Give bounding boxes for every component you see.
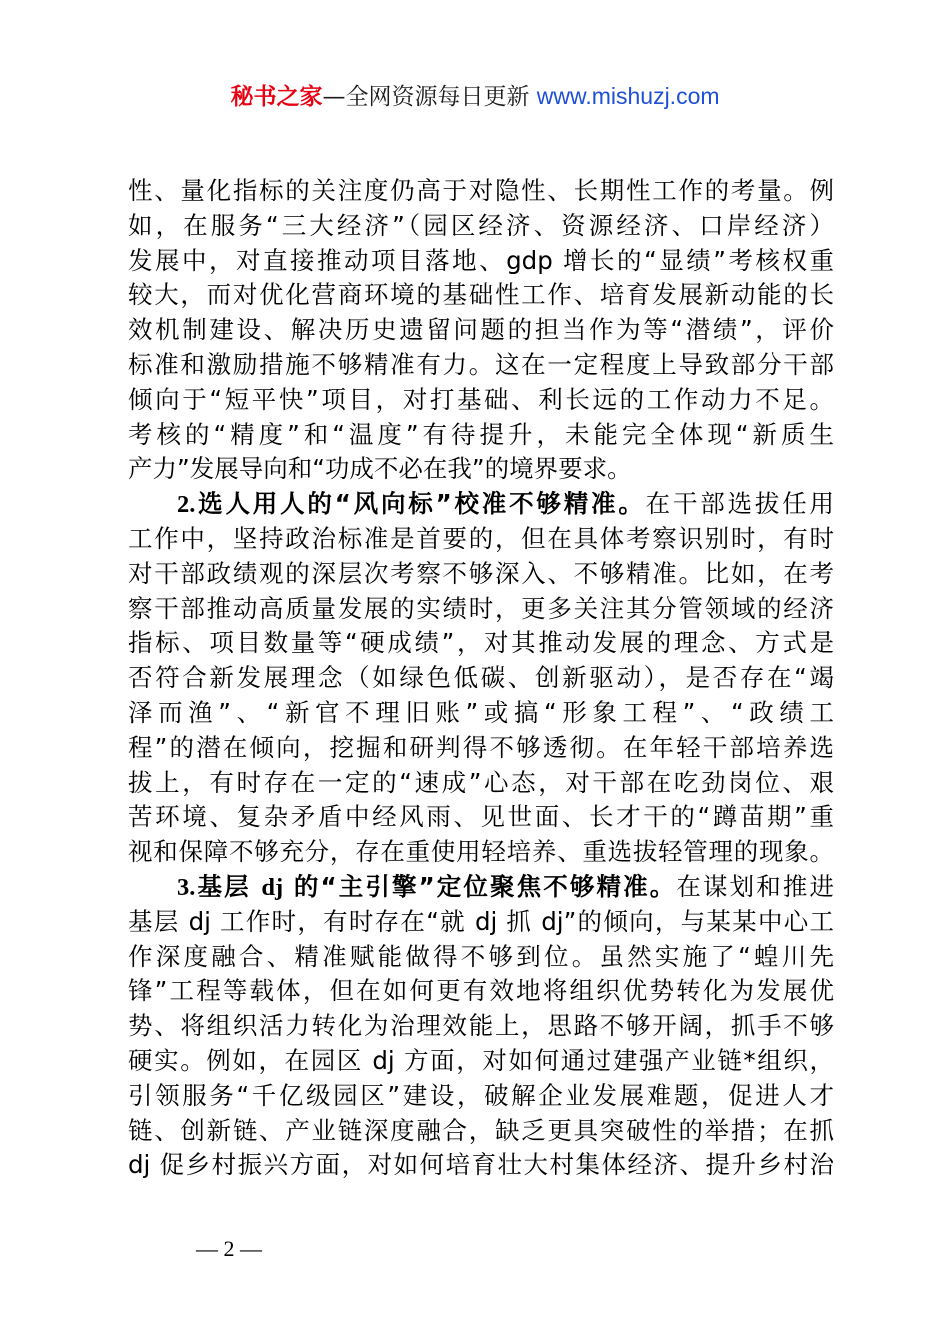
paragraph-1	[128, 174, 834, 487]
text-line: 指标、项目数量等“硬成绩”，对其推动发展的理念、方式是	[128, 628, 834, 658]
page-header	[0, 80, 950, 113]
item-number: 3.	[177, 873, 196, 901]
text-line: 倾向于“短平快”项目，对打基础、利长远的工作动力不足。	[128, 384, 834, 414]
text-line: 如，在服务“三大经济”（园区经济、资源经济、口岸经济）	[128, 210, 834, 240]
text-line: 拔上，有时存在一定的“速成”心态，对干部在吃劲岗位、艰	[128, 767, 834, 797]
document-body	[128, 174, 834, 1183]
text-line: 链、创新链、产业链深度融合，缺乏更具突破性的举措；在抓	[128, 1115, 834, 1145]
text-line: 察干部推动高质量发展的实绩时，更多关注其分管领域的经济	[128, 593, 834, 623]
text-line: 视和保障不够充分，存在重使用轻培养、重选拔轻管理的现象。	[128, 837, 834, 867]
text-line: 产力”发展导向和“功成不必在我”的境界要求。	[128, 454, 632, 484]
text-line: 对干部政绩观的深层次考察不够深入、不够精准。比如，在考	[128, 558, 834, 588]
item-number: 2.	[177, 491, 196, 519]
paragraph-2-first-line	[128, 487, 834, 522]
header-url[interactable]: www.mishuzj.com	[536, 83, 720, 109]
text-line: 引领服务“千亿级园区”建设，破解企业发展难题，促进人才	[128, 1080, 834, 1110]
page-number: — 2 —	[196, 1236, 262, 1261]
text-line: 性、量化指标的关注度仍高于对隐性、长期性工作的考量。例	[128, 176, 834, 205]
text-line: 泽而渔”、“新官不理旧账”或搞“形象工程”、“政绩工	[128, 697, 834, 727]
text-line: 硬实。例如，在园区 dj 方面，对如何通过建强产业链*组织，	[128, 1045, 834, 1075]
text-line: 苦环境、复杂矛盾中经风雨、见世面、长才干的“蹲苗期”重	[128, 802, 834, 832]
paragraph-2	[128, 487, 834, 870]
text-line: 考核的“精度”和“温度”有待提升，未能完全体现“新质生	[128, 419, 834, 449]
text-line: 势、将组织活力转化为治理效能上，思路不够开阔，抓手不够	[128, 1011, 834, 1041]
text-line: 作深度融合、精准赋能做得不够到位。虽然实施了“蝗川先	[128, 941, 834, 971]
paragraph-3-first-line	[128, 870, 834, 905]
text-line: 标准和激励措施不够精准有力。这在一定程度上导致部分干部	[128, 349, 834, 379]
header-slogan: —全网资源每日更新	[322, 84, 537, 110]
text-line: dj 促乡村振兴方面，对如何培育壮大村集体经济、提升乡村治	[128, 1150, 834, 1180]
text-line: 程”的潜在倾向，挖掘和研判得不够透彻。在年轻干部培养选	[128, 732, 834, 762]
section-heading-part: 基层	[195, 871, 262, 901]
text-line: 锋”工程等载体，但在如何更有效地将组织优势转化为发展优	[128, 976, 834, 1006]
text-line: 发展中，对直接推动项目落地、gdp 增长的“显绩”考核权重	[128, 245, 834, 275]
text-span: 在谋划和推进	[676, 871, 834, 901]
header-brand: 秘书之家	[230, 84, 323, 110]
text-line: 否符合新发展理念（如绿色低碳、创新驱动），是否存在“竭	[128, 663, 834, 693]
section-heading: 选人用人的“风向标”校准不够精准。	[195, 489, 646, 519]
text-line: 工作中，坚持政治标准是首要的，但在具体考察识别时，有时	[128, 523, 834, 553]
section-heading-latin: dj	[261, 873, 284, 901]
paragraph-3	[128, 870, 834, 1183]
text-line: 较大，而对优化营商环境的基础性工作、培育发展新动能的长	[128, 280, 834, 310]
text-span: 在干部选拔任用	[645, 489, 834, 519]
text-line: 效机制建设、解决历史遗留问题的担当作为等“潜绩”，评价	[128, 315, 834, 345]
text-line: 基层 dj 工作时，有时存在“就 dj 抓 dj”的倾向，与某某中心工	[128, 906, 834, 936]
section-heading-part: 的“主引擎”定位聚焦不够精准。	[283, 871, 677, 901]
